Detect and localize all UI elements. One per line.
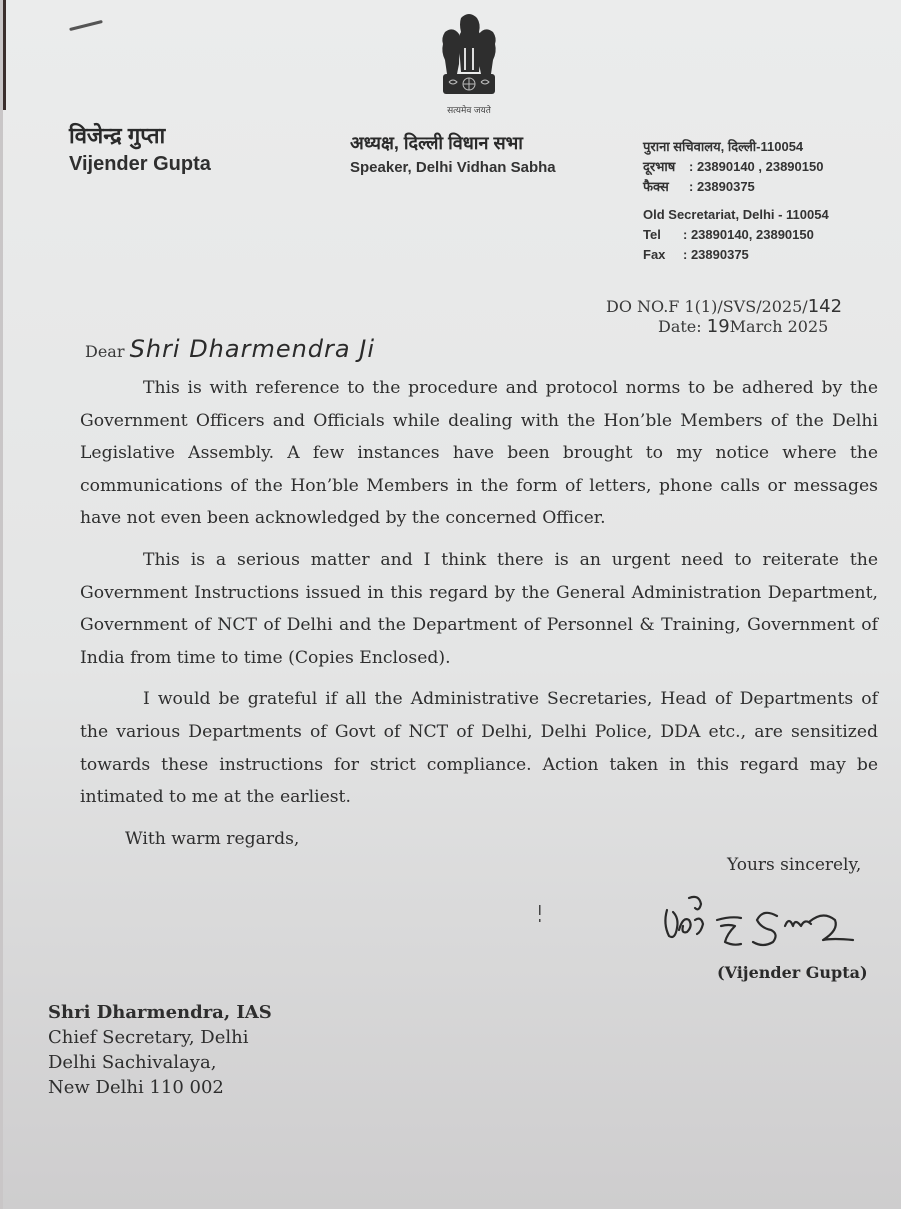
fax-value: : 23890375 <box>683 247 749 262</box>
closing-line: With warm regards, <box>125 828 300 849</box>
address-block <box>643 137 829 265</box>
recipient-address <box>48 1000 272 1100</box>
phone-hindi-row <box>643 157 829 177</box>
salutation-handwritten: Shri Dharmendra Ji <box>129 335 375 363</box>
fax-hindi-value: : 23890375 <box>689 179 755 194</box>
signer-name: (Vijender Gupta) <box>717 963 868 982</box>
pen-mark <box>69 20 103 31</box>
fax-hindi-row <box>643 177 829 197</box>
handwritten-signature-icon <box>659 890 889 950</box>
do-number <box>606 297 842 317</box>
national-emblem-icon <box>431 8 507 116</box>
body-paragraph: I would be grateful if all the Administrative Secretaries, Head of Departments of the various Departments of Govt of NCT of Delhi, Delhi Police, DDA etc., are sensitized towards these instructions for strict compliance. Action taken in this regard may be intimated to me at the earliest. <box>80 689 878 808</box>
fax-row <box>643 245 829 265</box>
paper-edge-shadow <box>3 0 6 110</box>
reference-block <box>606 297 842 337</box>
fax-label: Fax <box>643 247 666 262</box>
phone-hindi-label: दूरभाष <box>643 159 676 174</box>
recipient-line: New Delhi 110 002 <box>48 1077 224 1098</box>
yours-sincerely: Yours sincerely, <box>727 855 862 875</box>
letter-date <box>606 317 842 337</box>
phone-hindi-value: : 23890140 , 23890150 <box>689 159 824 174</box>
body-paragraph: This is a serious matter and I think there is an urgent need to reiterate the Government Instructions issued in this regard by the General Administration Department, Government of NCT of Delhi and the Department of Personnel & Training, Government of India from time to time (Copies Enclosed). <box>80 549 878 668</box>
salutation-printed: Dear <box>85 342 125 361</box>
date-day-handwritten: 19 <box>706 316 730 337</box>
phone-row <box>643 225 829 245</box>
recipient-line: Chief Secretary, Delhi <box>48 1027 249 1048</box>
do-number-handwritten: 142 <box>807 296 843 317</box>
stray-ink-mark <box>538 905 541 923</box>
sender-name-hindi: विजेन्द्र गुप्ता <box>69 123 166 148</box>
salutation <box>85 335 375 363</box>
emblem-motto: सत्यमेव जयते <box>447 105 491 115</box>
letter-body <box>80 372 878 864</box>
recipient-line: Delhi Sachivalaya, <box>48 1052 217 1073</box>
designation: Speaker, Delhi Vidhan Sabha <box>350 159 556 176</box>
phone-value: : 23890140, 23890150 <box>683 227 814 242</box>
fax-hindi-label: फैक्स <box>643 179 669 194</box>
address-line: Old Secretariat, Delhi - 110054 <box>643 207 829 222</box>
letter-page <box>3 0 901 1209</box>
phone-label: Tel <box>643 227 661 242</box>
do-number-printed: DO NO.F 1(1)/SVS/2025/ <box>606 297 808 316</box>
address-hindi-line: पुराना सचिवालय, दिल्ली-110054 <box>643 139 804 154</box>
date-label: Date: <box>658 317 702 336</box>
body-paragraph: This is with reference to the procedure and protocol norms to be adhered by the Government Officers and Officials while dealing with the Hon’ble Members of the Delhi Legislative Assembly. A few instances have been brought to my notice where the communications of the Hon’ble Members in the form of letters, phone calls or messages have not even been acknowledged by the concerned Officer. <box>80 378 878 529</box>
sender-name: Vijender Gupta <box>69 153 211 175</box>
designation-hindi: अध्यक्ष, दिल्ली विधान सभा <box>350 133 523 153</box>
recipient-name: Shri Dharmendra, IAS <box>48 1002 272 1023</box>
date-month-year: March 2025 <box>729 317 829 336</box>
